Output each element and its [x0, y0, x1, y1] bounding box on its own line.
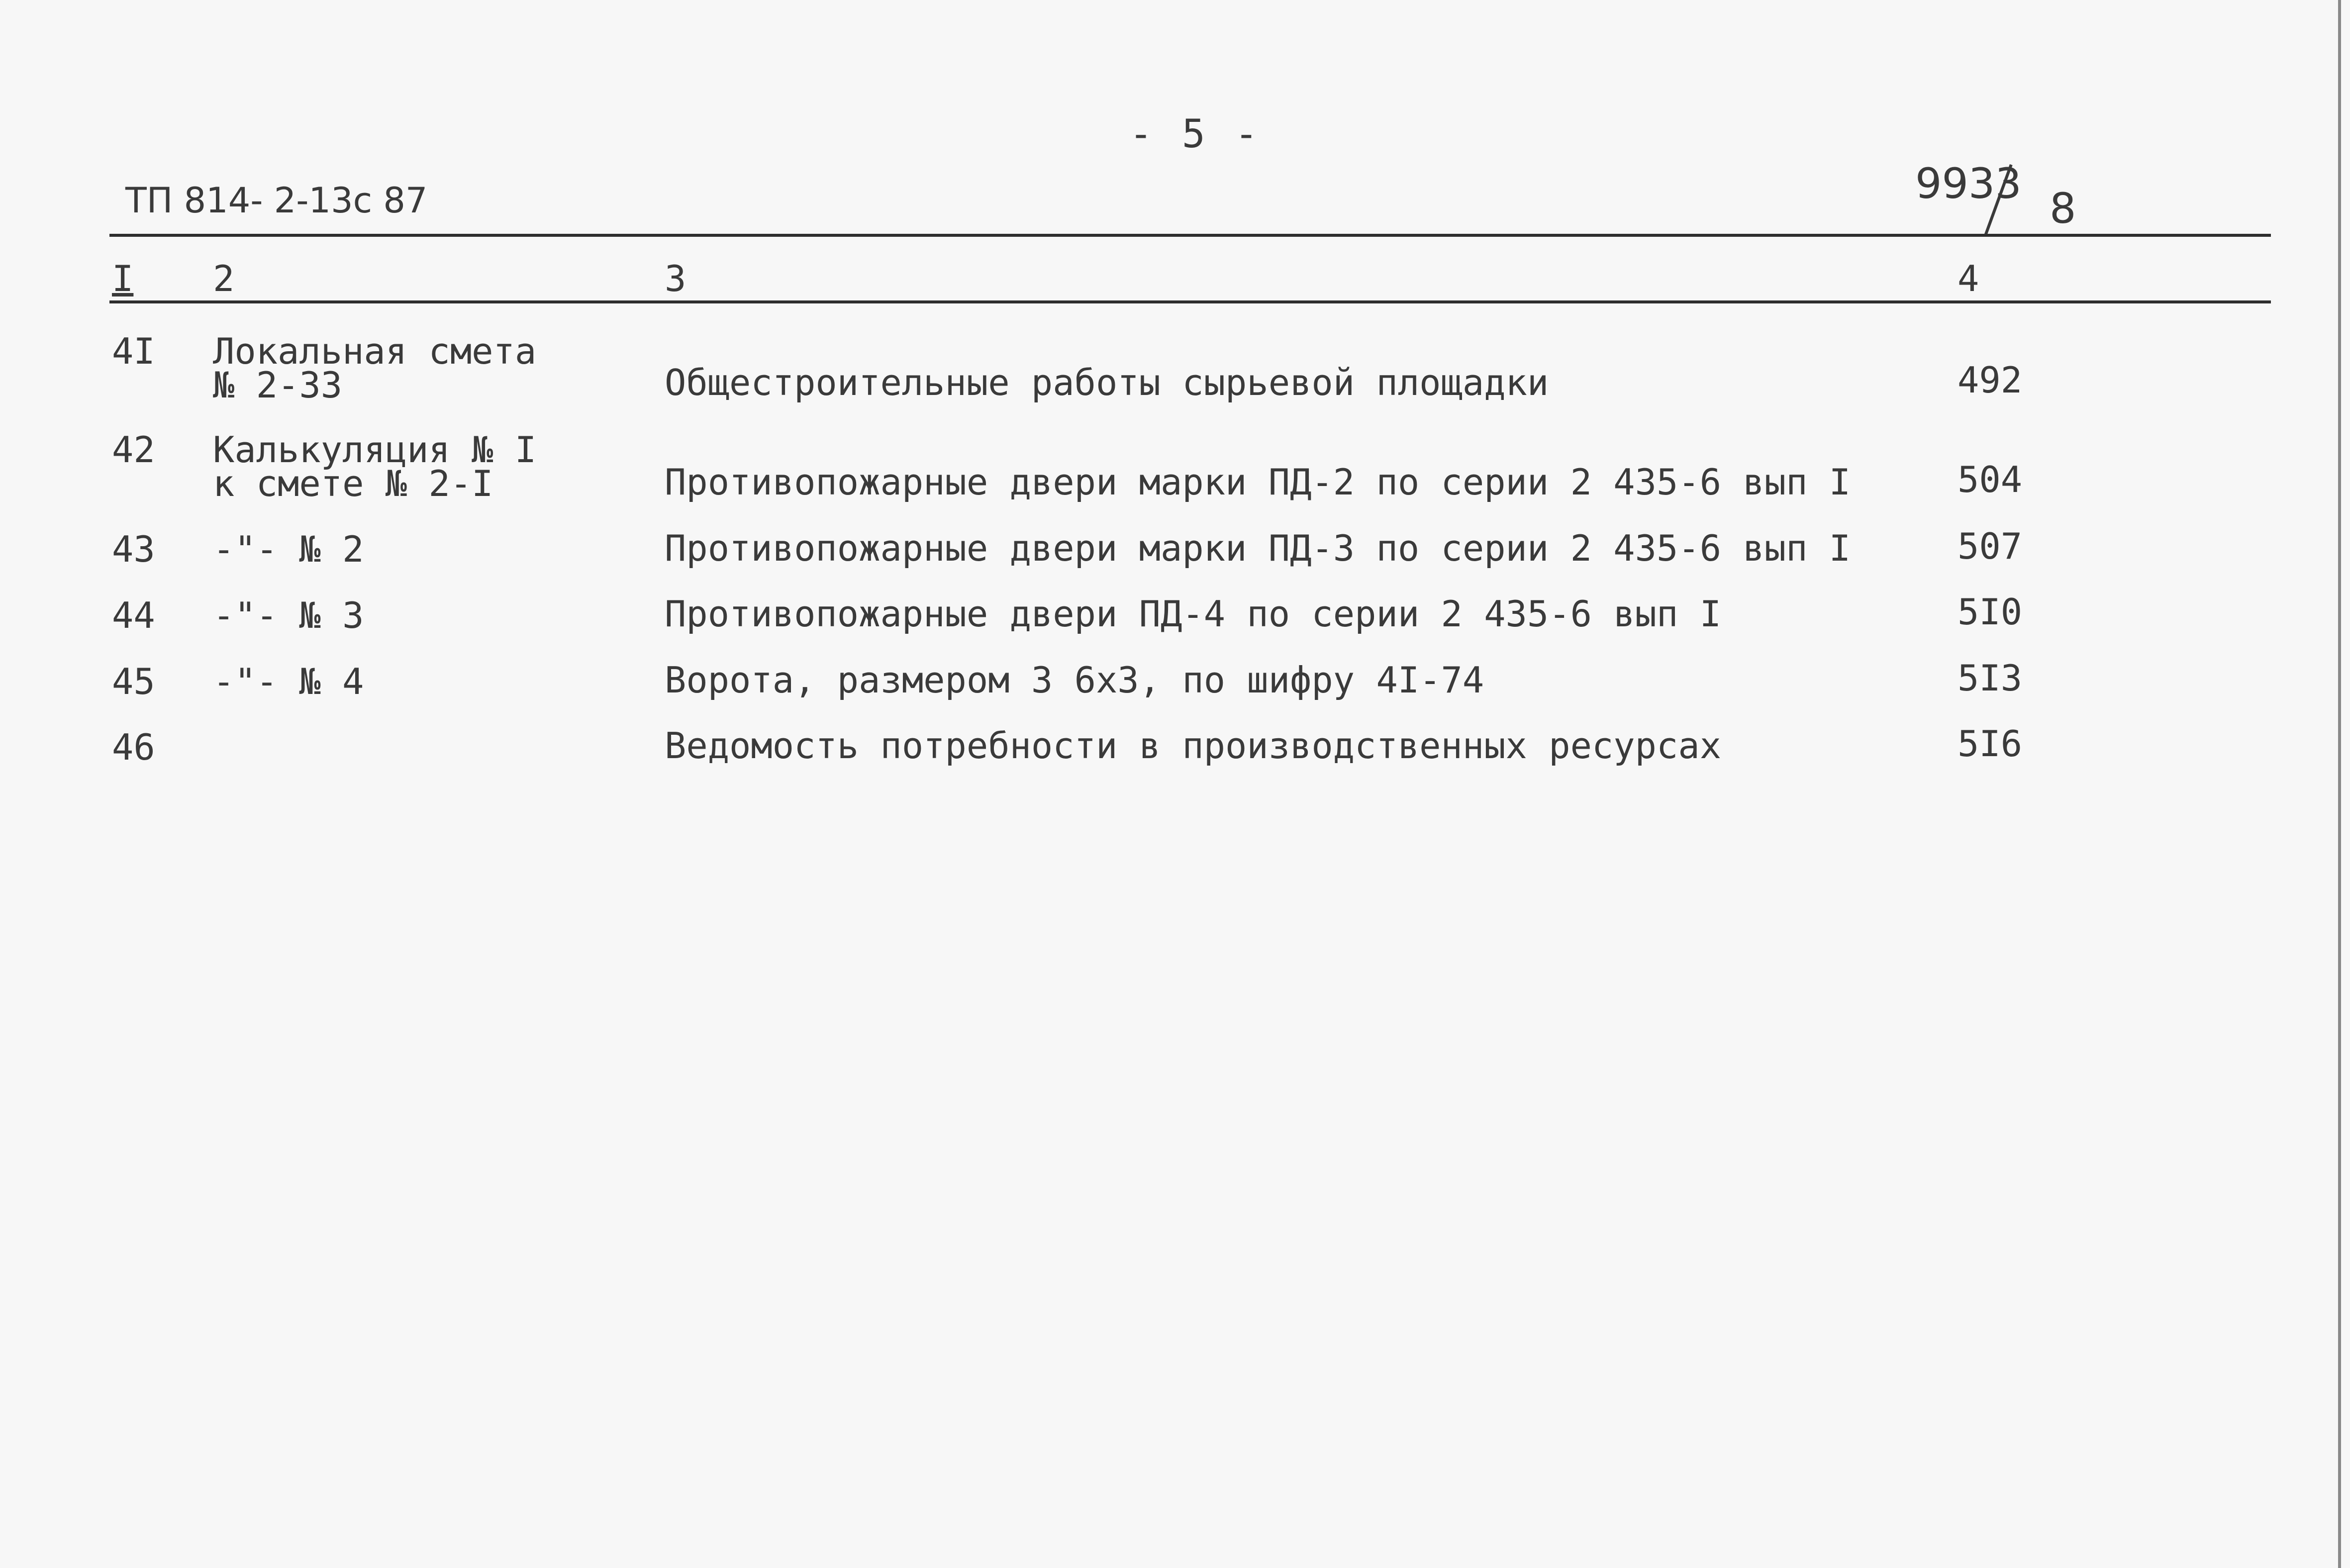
row-document-line1: Локальная смета: [213, 330, 537, 372]
row-document-line1: -"- № 2: [213, 528, 364, 570]
row-document-line1: -"- № 3: [213, 594, 364, 636]
page-number: - 5 -: [1129, 112, 1261, 157]
row-title: Ведомость потребности в производственных ресурсах: [665, 725, 1722, 767]
row-page: 5I6: [1958, 723, 2023, 765]
column-header-4: 4: [1958, 258, 1979, 299]
row-number: 44: [112, 594, 155, 636]
row-page: 5I0: [1958, 591, 2023, 633]
row-document-line2: № 2-33: [213, 364, 343, 406]
document-inventory-number: 9933: [1915, 159, 2022, 208]
row-number: 46: [112, 726, 155, 768]
row-page: 507: [1958, 525, 2023, 567]
row-title: Общестроительные работы сырьевой площадки: [665, 362, 1549, 403]
row-number: 4I: [112, 330, 155, 372]
document-code: ТП 814- 2-13с 87: [125, 180, 428, 221]
table-header-rule: [109, 300, 2271, 303]
row-title: Противопожарные двери марки ПД-2 по серии 2 435-6 вып I: [665, 461, 1851, 503]
row-number: 45: [112, 661, 155, 702]
row-title: Ворота, размером 3 6х3, по шифру 4I-74: [665, 659, 1484, 701]
column-header-3: 3: [665, 258, 686, 299]
column-header-2: 2: [213, 258, 235, 299]
row-title: Противопожарные двери марки ПД-3 по серии 2 435-6 вып I: [665, 527, 1851, 569]
inventory-number-suffix: 8: [2050, 184, 2076, 233]
page-edge-border: [2338, 0, 2341, 1568]
row-number: 42: [112, 429, 155, 471]
row-document-line2: к смете № 2-I: [213, 463, 493, 504]
row-page: 5I3: [1958, 657, 2023, 699]
row-number: 43: [112, 528, 155, 570]
row-title: Противопожарные двери ПД-4 по серии 2 435-6 вып I: [665, 593, 1722, 635]
table-top-rule: [109, 234, 2271, 237]
row-document-line1: Калькуляция № I: [213, 429, 537, 471]
row-page: 492: [1958, 359, 2023, 401]
column-header-1: I: [112, 258, 134, 299]
row-page: 504: [1958, 459, 2023, 500]
row-document-line1: -"- № 4: [213, 661, 364, 702]
